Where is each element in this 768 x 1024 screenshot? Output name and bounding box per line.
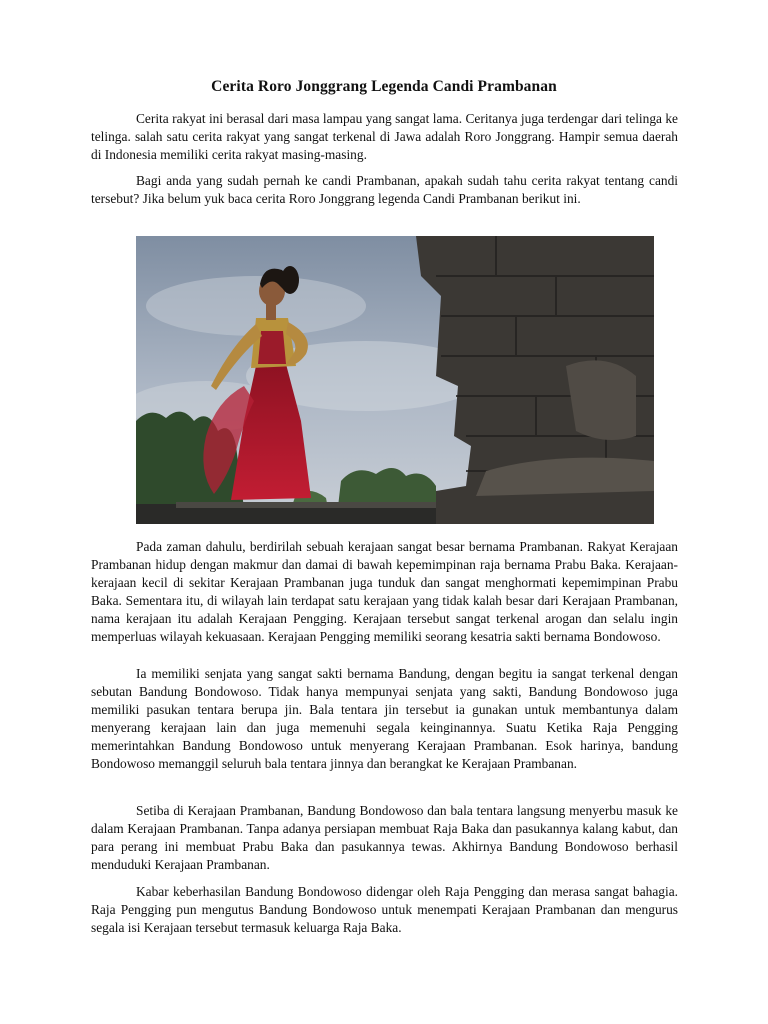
paragraph-prambanan-question: Bagi anda yang sudah pernah ke candi Prambanan, apakah sudah tahu cerita rakyat tentang candi tersebut? Jika belum yuk baca cerita Roro Jonggrang legenda Candi Prambanan berikut ini. xyxy=(91,173,678,206)
roro-jonggrang-photo xyxy=(136,236,654,524)
paragraph-kerajaan-prambanan: Pada zaman dahulu, berdirilah sebuah kerajaan sangat besar bernama Prambanan. Rakyat Kerajaan Prambanan hidup dengan makmur dan damai di bawah kepemimpinan raja bernama Prabu Baka. Kerajaan-kerajaan kecil di sekitar Kerajaan Prambanan juga tunduk dan sangat menghormati kepemimpinan Prabu Baka. Sementara itu, di wilayah lain terdapat satu kerajaan yang tidak kalah besar dari Kerajaan Prambanan, nama kerajaan itu adalah Kerajaan Pengging. Kerajaan tersebut sangat terkenal arogan dan selalu ingin memperluas wilayah kekuasaan. Kerajaan Pengging memiliki seorang kesatria sakti bernama Bondowoso. xyxy=(91,539,678,644)
paragraph-bandung-bondowoso: Ia memiliki senjata yang sangat sakti bernama Bandung, dengan begitu ia sangat terkenal dengan sebutan Bandung Bondowoso. Tidak hanya mempunyai senjata yang sakti, Bandung Bondowoso juga memiliki pasukan tentara berupa jin. Bala tentara jin tersebut ia gunakan untuk membantunya dalam menyerang kerajaan lain dan juga memenuhi segala keinginannya. Suatu Ketika Raja Pengging memerintahkan Bandung Bondowoso untuk menyerang Kerajaan Prambanan. Esok harinya, bandung Bondowoso memanggil seluruh bala tentara jinnya dan berangkat ke Kerajaan Prambanan. xyxy=(91,666,678,771)
paragraph-serangan: Setiba di Kerajaan Prambanan, Bandung Bondowoso dan bala tentara langsung menyerbu masuk ke dalam Kerajaan Prambanan. Tanpa adanya persiapan membuat Raja Baka dan pasukannya kalang kabut, dan para perang ini membuat Prabu Baka dan pasukannya tewas. Akhirnya Bandung Bondowoso berhasil menduduki Kerajaan Prambanan. xyxy=(91,803,678,872)
paragraph-intro: Cerita rakyat ini berasal dari masa lampau yang sangat lama. Ceritanya juga terdengar dari telinga ke telinga. salah satu cerita rakyat yang sangat terkenal di Jawa adalah Roro Jonggrang. Hampir semua daerah di Indonesia memiliki cerita rakyat masing-masing. xyxy=(91,111,678,162)
paragraph-kabar-keberhasilan: Kabar keberhasilan Bandung Bondowoso didengar oleh Raja Pengging dan merasa sangat bahagia. Raja Pengging pun mengutus Bandung Bondowoso untuk menempati Kerajaan Prambanan dan mengurus segala isi Kerajaan tersebut termasuk keluarga Raja Baka. xyxy=(91,884,678,935)
document-title: Cerita Roro Jonggrang Legenda Candi Prambanan xyxy=(211,78,557,95)
